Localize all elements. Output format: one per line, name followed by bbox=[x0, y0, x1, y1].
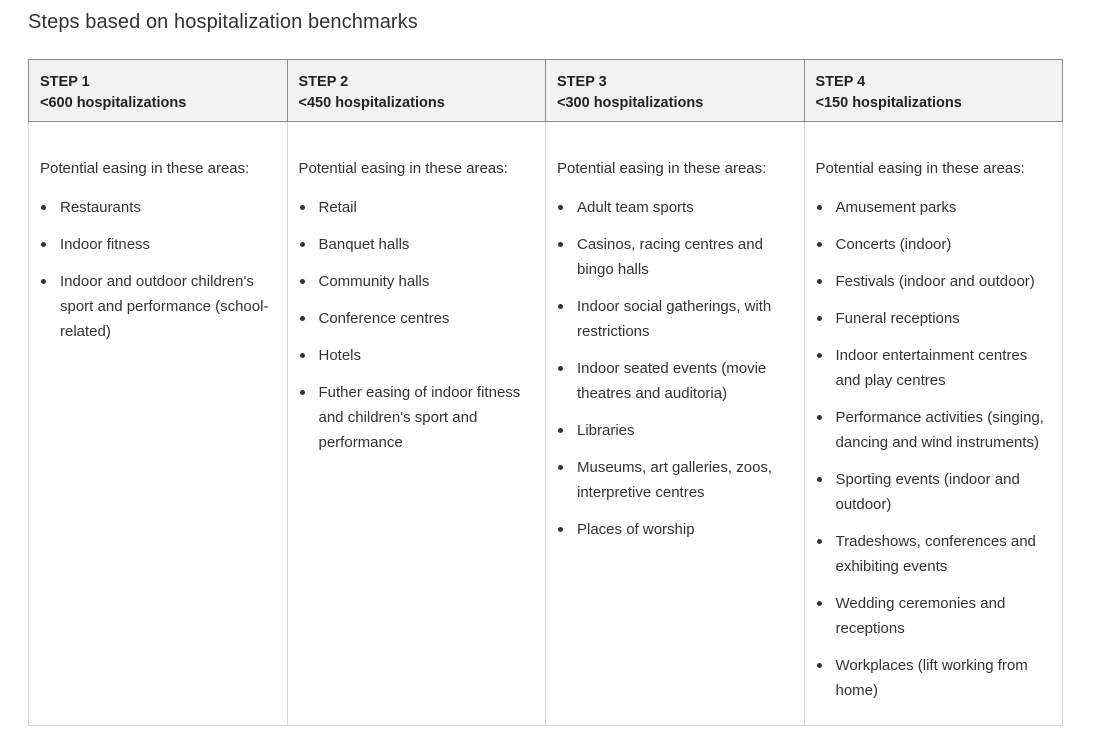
step-1-threshold: <600 hospitalizations bbox=[40, 95, 187, 111]
step-1-cell bbox=[29, 122, 288, 726]
list-item bbox=[40, 195, 276, 220]
bullet-icon bbox=[300, 390, 305, 395]
list-item bbox=[816, 269, 1052, 294]
step-2-easing-list bbox=[299, 195, 535, 455]
bullet-icon bbox=[300, 205, 305, 210]
bullet-icon bbox=[817, 539, 822, 544]
bullet-icon bbox=[300, 353, 305, 358]
list-item bbox=[557, 356, 793, 406]
list-item-text: Performance activities (singing, dancing and wind instruments) bbox=[835, 409, 1044, 451]
bullet-icon bbox=[558, 205, 563, 210]
bullet-icon bbox=[817, 242, 822, 247]
list-item-text: Indoor fitness bbox=[60, 236, 151, 253]
bullet-icon bbox=[558, 527, 563, 532]
bullet-icon bbox=[41, 205, 46, 210]
step-3-header bbox=[546, 60, 805, 122]
list-item bbox=[557, 232, 793, 282]
list-item-text: Futher easing of indoor fitness and children's sport and performance bbox=[318, 384, 521, 451]
bullet-icon bbox=[558, 366, 563, 371]
list-item bbox=[557, 517, 793, 542]
step-2-header bbox=[287, 60, 546, 122]
page-title: Steps based on hospitalization benchmarks bbox=[28, 11, 418, 33]
step-4-cell bbox=[804, 122, 1063, 726]
steps-header-row bbox=[29, 60, 1063, 122]
list-item bbox=[557, 195, 793, 220]
list-item-text: Sporting events (indoor and outdoor) bbox=[835, 471, 1020, 513]
bullet-icon bbox=[300, 242, 305, 247]
steps-body-row bbox=[29, 122, 1063, 726]
step-3-cell bbox=[546, 122, 805, 726]
step-1-header bbox=[29, 60, 288, 122]
steps-table bbox=[28, 59, 1063, 726]
list-item-text: Hotels bbox=[318, 347, 362, 364]
list-item-text: Libraries bbox=[577, 422, 635, 439]
list-item-text: Concerts (indoor) bbox=[835, 236, 952, 253]
list-item bbox=[299, 269, 535, 294]
step-3-easing-list bbox=[557, 195, 793, 542]
bullet-icon bbox=[300, 279, 305, 284]
list-item-text: Banquet halls bbox=[318, 236, 410, 253]
step-3-intro: Potential easing in these areas: bbox=[557, 160, 767, 177]
bullet-icon bbox=[817, 477, 822, 482]
step-2-cell bbox=[287, 122, 546, 726]
list-item bbox=[816, 653, 1052, 703]
list-item-text: Conference centres bbox=[318, 310, 450, 327]
list-item-text: Adult team sports bbox=[577, 199, 694, 216]
step-4-easing-list bbox=[816, 195, 1052, 703]
list-item-text: Wedding ceremonies and receptions bbox=[835, 595, 1006, 637]
list-item-text: Tradeshows, conferences and exhibiting events bbox=[835, 533, 1036, 575]
bullet-icon bbox=[817, 205, 822, 210]
step-2-label: STEP 2 bbox=[298, 74, 349, 90]
list-item-text: Indoor seated events (movie theatres and auditoria) bbox=[577, 360, 767, 402]
bullet-icon bbox=[41, 242, 46, 247]
list-item-text: Indoor entertainment centres and play centres bbox=[835, 347, 1028, 389]
bullet-icon bbox=[300, 316, 305, 321]
step-2-intro: Potential easing in these areas: bbox=[298, 160, 508, 177]
list-item bbox=[816, 306, 1052, 331]
list-item bbox=[299, 232, 535, 257]
list-item bbox=[299, 306, 535, 331]
list-item bbox=[557, 294, 793, 344]
list-item-text: Indoor social gatherings, with restrictions bbox=[577, 298, 772, 340]
list-item bbox=[816, 529, 1052, 579]
list-item bbox=[816, 591, 1052, 641]
bullet-icon bbox=[558, 304, 563, 309]
list-item bbox=[557, 418, 793, 443]
step-4-threshold: <150 hospitalizations bbox=[815, 95, 962, 111]
list-item bbox=[557, 455, 793, 505]
list-item bbox=[816, 195, 1052, 220]
step-3-label: STEP 3 bbox=[557, 74, 607, 90]
list-item-text: Indoor and outdoor children's sport and performance (school-related) bbox=[60, 273, 269, 340]
bullet-icon bbox=[558, 242, 563, 247]
bullet-icon bbox=[817, 353, 822, 358]
list-item-text: Community halls bbox=[318, 273, 430, 290]
bullet-icon bbox=[817, 663, 822, 668]
list-item-text: Restaurants bbox=[60, 199, 141, 216]
step-2-threshold: <450 hospitalizations bbox=[298, 95, 445, 111]
list-item bbox=[299, 195, 535, 220]
step-4-intro: Potential easing in these areas: bbox=[815, 160, 1025, 177]
bullet-icon bbox=[817, 316, 822, 321]
list-item-text: Casinos, racing centres and bingo halls bbox=[577, 236, 763, 278]
list-item-text: Retail bbox=[318, 199, 357, 216]
list-item bbox=[40, 232, 276, 257]
list-item-text: Museums, art galleries, zoos, interpretive centres bbox=[577, 459, 773, 501]
step-1-easing-list bbox=[40, 195, 276, 344]
list-item bbox=[299, 380, 535, 455]
step-1-label: STEP 1 bbox=[40, 74, 90, 90]
step-4-label: STEP 4 bbox=[815, 74, 866, 90]
bullet-icon bbox=[558, 428, 563, 433]
list-item bbox=[816, 467, 1052, 517]
bullet-icon bbox=[41, 279, 46, 284]
list-item bbox=[299, 343, 535, 368]
bullet-icon bbox=[817, 279, 822, 284]
list-item-text: Places of worship bbox=[577, 521, 695, 538]
list-item bbox=[816, 405, 1052, 455]
list-item-text: Workplaces (lift working from home) bbox=[835, 657, 1028, 699]
list-item-text: Festivals (indoor and outdoor) bbox=[835, 273, 1035, 290]
bullet-icon bbox=[817, 601, 822, 606]
list-item bbox=[816, 343, 1052, 393]
list-item-text: Funeral receptions bbox=[835, 310, 960, 327]
step-3-threshold: <300 hospitalizations bbox=[557, 95, 704, 111]
list-item-text: Amusement parks bbox=[835, 199, 957, 216]
list-item bbox=[816, 232, 1052, 257]
bullet-icon bbox=[558, 465, 563, 470]
step-4-header bbox=[804, 60, 1063, 122]
list-item bbox=[40, 269, 276, 344]
bullet-icon bbox=[817, 415, 822, 420]
step-1-intro: Potential easing in these areas: bbox=[40, 160, 250, 177]
